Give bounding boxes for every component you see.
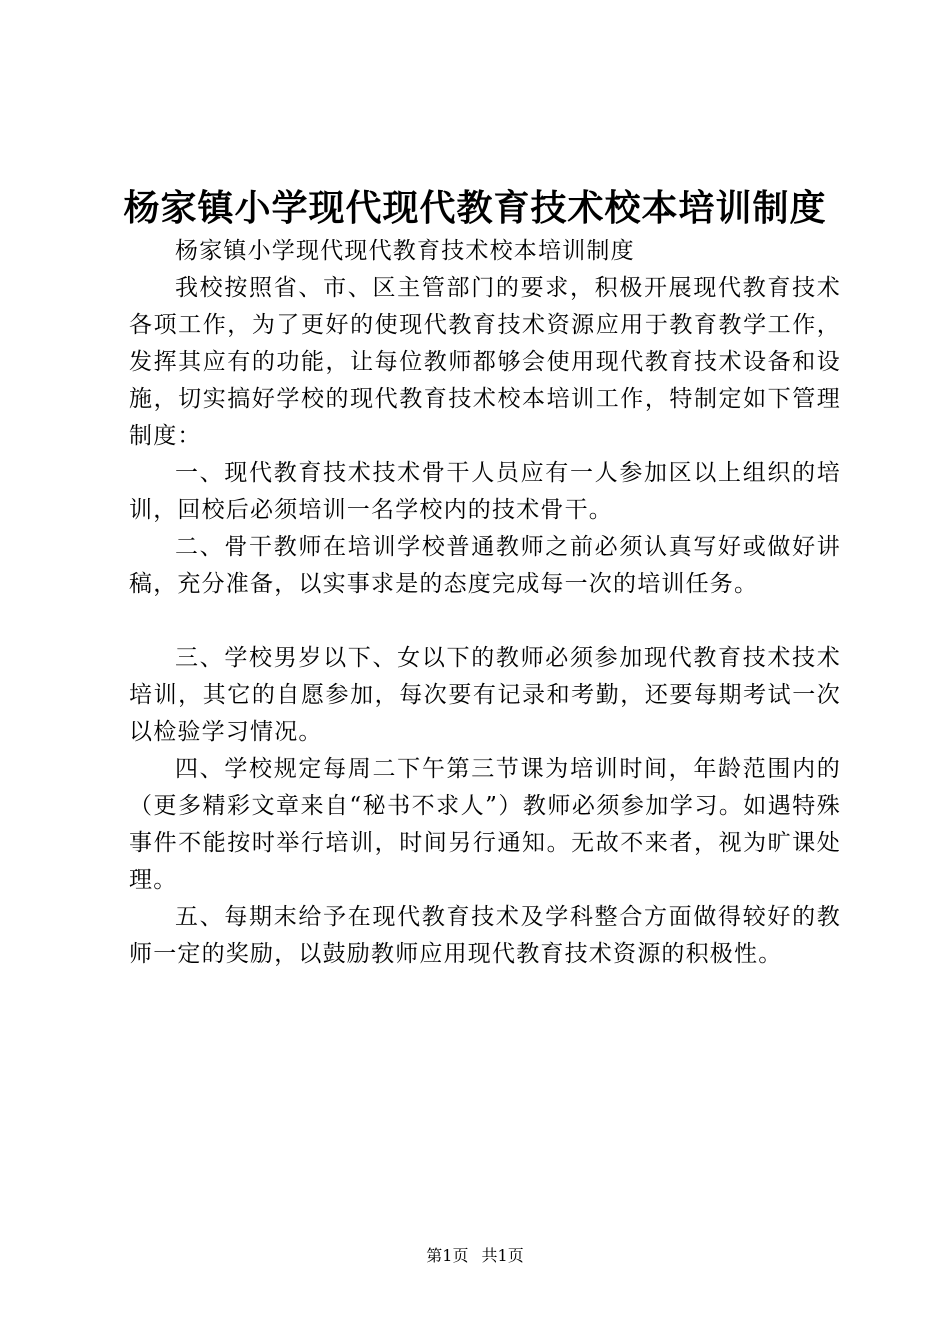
rule-paragraph-5: 五、每期末给予在现代教育技术及学科整合方面做得较好的教师一定的奖励，以鼓励教师应用现代教育技术资源的积极性。 <box>129 904 841 967</box>
intro-paragraph: 我校按照省、市、区主管部门的要求，积极开展现代教育技术各项工作，为了更好的使现代教育技术资源应用于教育教学工作，发挥其应有的功能，让每位教师都够会使用现代教育技术设备和设施，切实搞好学校的现代教育技术校本培训工作，特制定如下管理制度： <box>129 275 841 449</box>
page-total: 共1页 <box>481 1246 524 1265</box>
document-title: 杨家镇小学现代现代教育技术校本培训制度 <box>123 187 827 229</box>
rule-paragraph-1: 一、现代教育技术技术骨干人员应有一人参加区以上组织的培训，回校后必须培训一名学校内的技术骨干。 <box>129 460 841 523</box>
rule-paragraph-3: 三、学校男岁以下、女以下的教师必须参加现代教育技术技术培训，其它的自愿参加，每次要有记录和考勤，还要每期考试一次以检验学习情况。 <box>129 645 841 745</box>
page-number: 第1页 <box>426 1246 469 1265</box>
rule-paragraph-2: 二、骨干教师在培训学校普通教师之前必须认真写好或做好讲稿，充分准备，以实事求是的态度完成每一次的培训任务。 <box>129 534 841 597</box>
document-body <box>129 233 841 973</box>
rule-paragraph-4: 四、学校规定每周二下午第三节课为培训时间，年龄范围内的（更多精彩文章来自“秘书不求人”）教师必须参加学习。如遇特殊事件不能按时举行培训，时间另行通知。无故不来者，视为旷课处理。 <box>129 756 841 893</box>
page-footer <box>0 1245 950 1267</box>
document-subtitle: 杨家镇小学现代现代教育技术校本培训制度 <box>175 238 635 264</box>
